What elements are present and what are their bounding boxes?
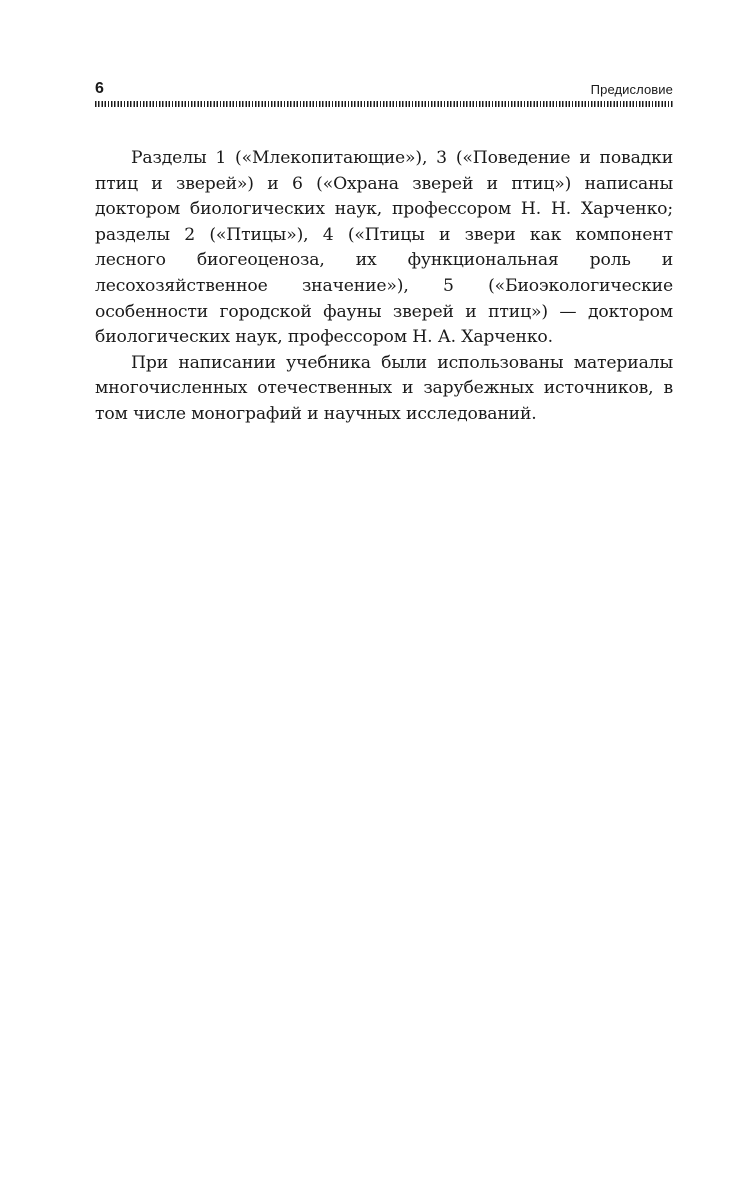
running-header <box>95 76 673 100</box>
book-page <box>95 76 673 424</box>
page-number: 6 <box>95 80 104 97</box>
running-section-title: Предисловие <box>590 82 673 97</box>
paragraph-authors: Разделы 1 («Млекопитающие»), 3 («Поведение и повадки птиц и зверей») и 6 («Охрана зверей и птиц») написаны доктором биологических наук, профессором Н. Н. Харченко; разделы 2 («Птицы»), 4 («Птицы и звери как компонент лесного биогеоценоза, их функциональная роль и лесохозяйственное значение»), 5 («Биоэкологические особенности городской фауны зверей и птиц») — доктором биологических наук, профессором Н. А. Харченко. <box>95 148 673 348</box>
body-text <box>95 146 673 428</box>
header-dotted-rule <box>95 101 673 107</box>
paragraph-sources: При написании учебника были использованы материалы многочисленных отечественных и зарубежных источников, в том числе монографий и научных исследований. <box>95 352 673 424</box>
